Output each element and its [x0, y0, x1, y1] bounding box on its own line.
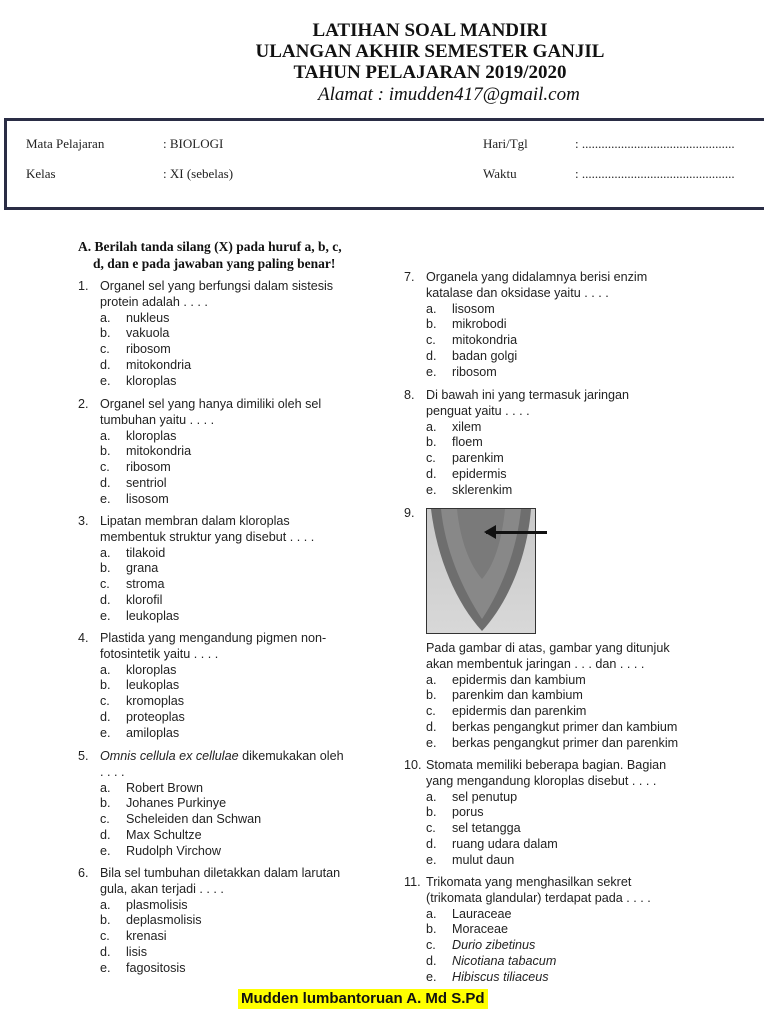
- answer-option[interactable]: [100, 358, 333, 374]
- answer-option[interactable]: [100, 374, 333, 390]
- time-field: : ...............................................: [575, 166, 735, 181]
- question-stem-line: [426, 388, 629, 404]
- option-letter: e.: [426, 852, 437, 867]
- question-stem-text: Stomata memiliki beberapa bagian. Bagian: [426, 758, 667, 772]
- answer-option[interactable]: [426, 821, 666, 837]
- option-text: Moraceae: [452, 922, 509, 937]
- answer-option[interactable]: [100, 812, 344, 828]
- option-letter: d.: [100, 592, 111, 607]
- option-letter: b.: [426, 317, 437, 332]
- question-number: 6.: [78, 866, 89, 880]
- question-5: [78, 749, 344, 860]
- option-text: epidermis dan parenkim: [452, 704, 587, 719]
- answer-option[interactable]: [426, 365, 647, 381]
- option-text: kloroplas: [126, 662, 177, 677]
- option-text: mitokondria: [126, 357, 192, 372]
- option-text: parenkim: [452, 451, 504, 466]
- question-number: 11.: [404, 875, 421, 889]
- question-stem-text: Trikomata yang menghasilkan sekret: [426, 875, 632, 889]
- answer-option[interactable]: [426, 435, 629, 451]
- answer-option[interactable]: [100, 781, 344, 797]
- option-text: Rudolph Virchow: [126, 843, 221, 858]
- question-stem-text: Bila sel tumbuhan diletakkan dalam larutan: [100, 866, 341, 880]
- option-text: Max Schultze: [126, 827, 202, 842]
- question-number: 3.: [78, 514, 89, 528]
- question-stem-text: membentuk struktur yang disebut . . . .: [100, 529, 315, 544]
- option-text: krenasi: [126, 929, 167, 944]
- author-email: Alamat : imudden417@gmail.com: [318, 84, 580, 105]
- question-stem-line: [426, 270, 647, 286]
- option-text: proteoplas: [126, 709, 185, 724]
- option-text: kromoplas: [126, 694, 185, 709]
- question-stem-line: [426, 758, 666, 774]
- answer-option[interactable]: [426, 954, 651, 970]
- option-letter: a.: [426, 301, 437, 316]
- option-letter: a.: [426, 906, 437, 921]
- option-text: leukoplas: [126, 678, 180, 693]
- question-stem-text: tumbuhan yaitu . . . .: [100, 412, 215, 427]
- question-stem-line: [426, 774, 666, 790]
- option-text: Robert Brown: [126, 780, 203, 795]
- option-letter: e.: [100, 960, 111, 975]
- time-label: Waktu: [483, 166, 517, 181]
- answer-option[interactable]: [426, 317, 647, 333]
- question-stem-text: dikemukakan oleh: [238, 749, 344, 763]
- section-heading-line-2: d, dan e pada jawaban yang paling benar!: [93, 256, 336, 271]
- option-text: sel penutup: [452, 789, 518, 804]
- option-text: plasmolisis: [126, 897, 188, 912]
- answer-option[interactable]: [100, 913, 340, 929]
- question-3: [78, 514, 314, 625]
- title-line-2: ULANGAN AKHIR SEMESTER GANJIL: [255, 41, 605, 62]
- answer-option[interactable]: [426, 333, 647, 349]
- option-letter: d.: [100, 944, 111, 959]
- option-letter: b.: [426, 688, 437, 703]
- question-8: [404, 388, 629, 499]
- option-text: ribosom: [126, 460, 171, 475]
- question-stem-text: (trikomata glandular) terdapat pada . . . .: [426, 890, 651, 905]
- question-stem-line: [100, 882, 340, 898]
- option-letter: d.: [100, 475, 111, 490]
- date-field: : ...............................................: [575, 136, 735, 151]
- question-stem-text: katalase dan oksidase yaitu . . . .: [426, 285, 609, 300]
- answer-option[interactable]: [100, 593, 314, 609]
- question-stem-text: . . . .: [100, 764, 125, 779]
- option-letter: d.: [426, 719, 437, 734]
- answer-option[interactable]: [100, 561, 314, 577]
- question-stem-text: Lipatan membran dalam kloroplas: [100, 514, 290, 528]
- option-text: mitokondria: [452, 333, 518, 348]
- question-stem-text: Organela yang didalamnya berisi enzim: [426, 270, 648, 284]
- question-stem-line: [426, 875, 651, 891]
- answer-option[interactable]: [100, 476, 321, 492]
- answer-option[interactable]: [426, 938, 651, 954]
- option-letter: d.: [100, 827, 111, 842]
- option-text: tilakoid: [126, 545, 166, 560]
- question-stem-text: Di bawah ini yang termasuk jaringan: [426, 388, 630, 402]
- option-letter: c.: [426, 333, 436, 348]
- question-stem-line: [426, 657, 678, 673]
- answer-option[interactable]: [100, 609, 314, 625]
- option-text: ribosom: [452, 364, 497, 379]
- question-stem-line: [100, 530, 314, 546]
- option-letter: c.: [100, 460, 110, 475]
- option-letter: a.: [426, 419, 437, 434]
- answer-option[interactable]: [100, 929, 340, 945]
- question-stem-line: [100, 866, 340, 882]
- option-text: epidermis dan kambium: [452, 672, 586, 687]
- answer-option[interactable]: [100, 828, 344, 844]
- answer-option[interactable]: [100, 726, 326, 742]
- option-letter: a.: [100, 897, 111, 912]
- option-letter: c.: [100, 929, 110, 944]
- option-text: floem: [452, 435, 483, 450]
- option-letter: b.: [100, 561, 111, 576]
- question-stem-text: gula, akan terjadi . . . .: [100, 881, 224, 896]
- question-number: 5.: [78, 749, 89, 763]
- answer-option[interactable]: [426, 970, 651, 986]
- answer-option[interactable]: [426, 720, 678, 736]
- root-tip-figure: [426, 508, 536, 634]
- option-text: klorofil: [126, 592, 163, 607]
- question-stem-line: [426, 891, 651, 907]
- option-text: leukoplas: [126, 608, 180, 623]
- option-text: epidermis: [452, 466, 507, 481]
- answer-option[interactable]: [426, 922, 651, 938]
- answer-option[interactable]: [426, 736, 678, 752]
- option-letter: d.: [100, 709, 111, 724]
- question-7: [404, 270, 647, 381]
- answer-option[interactable]: [426, 420, 629, 436]
- option-letter: e.: [426, 735, 437, 750]
- option-text: Scheleiden dan Schwan: [126, 812, 262, 827]
- answer-option[interactable]: [100, 546, 314, 562]
- option-letter: d.: [426, 836, 437, 851]
- option-text: sel tetangga: [452, 821, 521, 836]
- option-letter: c.: [426, 821, 436, 836]
- option-letter: e.: [426, 969, 437, 984]
- question-number: 8.: [404, 388, 415, 402]
- question-11: [404, 875, 651, 986]
- question-stem-line: [100, 413, 321, 429]
- answer-option[interactable]: [100, 844, 344, 860]
- answer-option[interactable]: [100, 961, 340, 977]
- section-heading-line-1: A. Berilah tanda silang (X) pada huruf a, b, c,: [78, 239, 342, 254]
- option-letter: a.: [426, 672, 437, 687]
- question-number: 4.: [78, 631, 89, 645]
- question-1: [78, 279, 333, 390]
- question-stem-line: [426, 641, 678, 657]
- answer-option[interactable]: [426, 467, 629, 483]
- answer-option[interactable]: [100, 460, 321, 476]
- option-text: kloroplas: [126, 373, 177, 388]
- answer-option[interactable]: [100, 663, 326, 679]
- class-value: : XI (sebelas): [163, 166, 234, 181]
- option-letter: c.: [100, 342, 110, 357]
- option-letter: b.: [100, 796, 111, 811]
- option-letter: c.: [426, 704, 436, 719]
- question-9-text: [404, 641, 678, 752]
- question-stem-text: protein adalah . . . .: [100, 294, 208, 309]
- section-heading: [78, 238, 398, 272]
- option-text: mikrobodi: [452, 317, 507, 332]
- option-letter: a.: [100, 545, 111, 560]
- question-stem-line: [100, 749, 344, 765]
- option-text: lisosom: [452, 301, 495, 316]
- info-box: [4, 118, 764, 210]
- option-letter: a.: [426, 789, 437, 804]
- option-letter: e.: [100, 725, 111, 740]
- option-letter: b.: [426, 435, 437, 450]
- option-text: Johanes Purkinye: [126, 796, 227, 811]
- author-footer: Mudden lumbantoruan A. Md S.Pd: [238, 989, 488, 1009]
- option-text: parenkim dan kambium: [452, 688, 583, 703]
- answer-option[interactable]: [100, 577, 314, 593]
- option-text: ribosom: [126, 342, 171, 357]
- option-text: nukleus: [126, 310, 170, 325]
- option-letter: e.: [100, 373, 111, 388]
- option-letter: b.: [100, 678, 111, 693]
- question-stem-line: [100, 765, 344, 781]
- option-letter: a.: [100, 662, 111, 677]
- title-line-1: LATIHAN SOAL MANDIRI: [312, 20, 548, 41]
- question-4: [78, 631, 326, 742]
- option-text: Lauraceae: [452, 906, 512, 921]
- option-text: ruang udara dalam: [452, 836, 558, 851]
- option-text: grana: [126, 561, 159, 576]
- answer-option[interactable]: [100, 710, 326, 726]
- option-text: lisosom: [126, 491, 169, 506]
- question-stem-line: [100, 279, 333, 295]
- question-2: [78, 397, 321, 508]
- question-stem-line: [100, 647, 326, 663]
- answer-option[interactable]: [426, 673, 678, 689]
- subject-value: : BIOLOGI: [163, 136, 224, 151]
- question-number: 10.: [404, 758, 422, 772]
- option-letter: b.: [100, 326, 111, 341]
- answer-option[interactable]: [100, 444, 321, 460]
- question-stem-italic: Omnis cellula ex cellulae: [100, 749, 239, 763]
- option-text: porus: [452, 805, 484, 820]
- date-label: Hari/Tgl: [483, 136, 528, 151]
- option-text: Nicotiana tabacum: [452, 953, 557, 968]
- question-stem-text: Pada gambar di atas, gambar yang ditunjuk: [426, 641, 670, 655]
- question-stem-text: Organel sel yang hanya dimiliki oleh sel: [100, 397, 322, 411]
- question-stem-line: [100, 514, 314, 530]
- answer-option[interactable]: [100, 326, 333, 342]
- option-letter: e.: [426, 482, 437, 497]
- answer-option[interactable]: [426, 704, 678, 720]
- question-stem-text: yang mengandung kloroplas disebut . . . .: [426, 773, 657, 788]
- option-letter: b.: [100, 444, 111, 459]
- option-letter: c.: [426, 938, 436, 953]
- arrow-head-icon: [484, 525, 496, 539]
- option-text: kloroplas: [126, 428, 177, 443]
- option-letter: e.: [100, 843, 111, 858]
- answer-option[interactable]: [426, 451, 629, 467]
- answer-option[interactable]: [100, 492, 321, 508]
- option-letter: d.: [100, 357, 111, 372]
- option-letter: c.: [426, 451, 436, 466]
- answer-option[interactable]: [100, 945, 340, 961]
- answer-option[interactable]: [100, 342, 333, 358]
- answer-option[interactable]: [100, 694, 326, 710]
- answer-option[interactable]: [426, 837, 666, 853]
- option-text: vakuola: [126, 326, 170, 341]
- option-text: sentriol: [126, 475, 167, 490]
- question-stem-text: Organel sel yang berfungsi dalam sistesis: [100, 279, 334, 293]
- title-line-3: TAHUN PELAJARAN 2019/2020: [293, 62, 567, 83]
- question-stem-line: [100, 631, 326, 647]
- option-text: badan golgi: [452, 348, 518, 363]
- option-text: amiloplas: [126, 725, 180, 740]
- answer-option[interactable]: [100, 796, 344, 812]
- question-stem-line: [426, 286, 647, 302]
- option-letter: a.: [100, 428, 111, 443]
- option-text: fagositosis: [126, 960, 186, 975]
- question-number: 9.: [404, 506, 415, 520]
- question-10: [404, 758, 666, 869]
- option-letter: c.: [100, 812, 110, 827]
- answer-option[interactable]: [426, 483, 629, 499]
- option-text: xilem: [452, 419, 482, 434]
- option-letter: d.: [426, 348, 437, 363]
- option-letter: d.: [426, 466, 437, 481]
- option-letter: a.: [100, 780, 111, 795]
- option-text: stroma: [126, 577, 165, 592]
- option-text: mitokondria: [126, 444, 192, 459]
- option-text: berkas pengangkut primer dan parenkim: [452, 735, 679, 750]
- option-text: sklerenkim: [452, 482, 513, 497]
- option-letter: d.: [426, 953, 437, 968]
- answer-option[interactable]: [426, 688, 678, 704]
- question-stem-text: penguat yaitu . . . .: [426, 403, 530, 418]
- question-stem-line: [100, 397, 321, 413]
- option-text: Durio zibetinus: [452, 938, 536, 953]
- option-letter: c.: [100, 577, 110, 592]
- question-stem-text: Plastida yang mengandung pigmen non-: [100, 631, 327, 645]
- answer-option[interactable]: [100, 898, 340, 914]
- option-text: lisis: [126, 944, 147, 959]
- option-letter: c.: [100, 694, 110, 709]
- question-stem-line: [100, 295, 333, 311]
- option-letter: a.: [100, 310, 111, 325]
- question-6: [78, 866, 340, 977]
- answer-option[interactable]: [426, 907, 651, 923]
- option-text: deplasmolisis: [126, 913, 202, 928]
- answer-option[interactable]: [100, 678, 326, 694]
- option-letter: e.: [100, 608, 111, 623]
- answer-option[interactable]: [100, 429, 321, 445]
- option-text: Hibiscus tiliaceus: [452, 969, 549, 984]
- subject-label: Mata Pelajaran: [26, 136, 105, 151]
- option-text: mulut daun: [452, 852, 515, 867]
- answer-option[interactable]: [426, 349, 647, 365]
- option-letter: e.: [426, 364, 437, 379]
- question-stem-text: fotosintetik yaitu . . . .: [100, 646, 219, 661]
- answer-option[interactable]: [426, 790, 666, 806]
- question-number: 7.: [404, 270, 415, 284]
- question-number: 1.: [78, 279, 89, 293]
- option-letter: b.: [426, 805, 437, 820]
- answer-option[interactable]: [426, 805, 666, 821]
- option-letter: b.: [100, 913, 111, 928]
- question-number: 2.: [78, 397, 89, 411]
- question-stem-line: [426, 404, 629, 420]
- class-label: Kelas: [26, 166, 56, 181]
- answer-option[interactable]: [426, 302, 647, 318]
- option-letter: b.: [426, 922, 437, 937]
- answer-option[interactable]: [100, 311, 333, 327]
- answer-option[interactable]: [426, 853, 666, 869]
- option-text: berkas pengangkut primer dan kambium: [452, 719, 678, 734]
- option-letter: e.: [100, 491, 111, 506]
- question-stem-text: akan membentuk jaringan . . . dan . . . .: [426, 656, 645, 671]
